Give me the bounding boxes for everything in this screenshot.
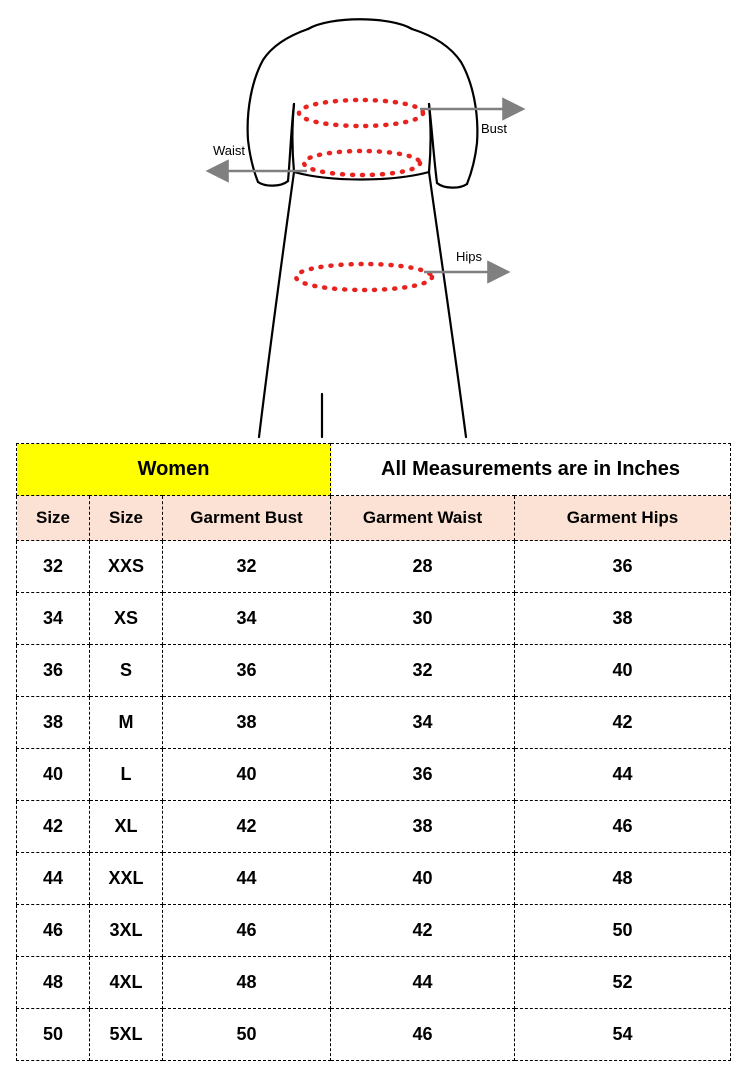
title-women: Women	[17, 444, 331, 496]
table-row	[17, 1009, 731, 1061]
table-row	[17, 801, 731, 853]
cell-size-letter: XXL	[90, 853, 163, 905]
cell-bust: 44	[163, 853, 331, 905]
cell-size-letter: XL	[90, 801, 163, 853]
cell-bust: 40	[163, 749, 331, 801]
header-garment-bust: Garment Bust	[163, 496, 331, 541]
cell-waist: 34	[331, 697, 515, 749]
cell-waist: 38	[331, 801, 515, 853]
table-row	[17, 697, 731, 749]
cell-size-letter: 5XL	[90, 1009, 163, 1061]
cell-bust: 50	[163, 1009, 331, 1061]
size-chart-body	[17, 444, 731, 1061]
table-row	[17, 853, 731, 905]
cell-size-letter: XXS	[90, 541, 163, 593]
cell-size-numeric: 44	[17, 853, 90, 905]
cell-size-letter: 4XL	[90, 957, 163, 1009]
cell-hips: 38	[515, 593, 731, 645]
cell-waist: 32	[331, 645, 515, 697]
table-row	[17, 593, 731, 645]
cell-bust: 36	[163, 645, 331, 697]
waist-measure-ellipse	[304, 151, 420, 175]
cell-size-numeric: 42	[17, 801, 90, 853]
cell-size-numeric: 38	[17, 697, 90, 749]
title-row	[17, 444, 731, 496]
cell-size-letter: XS	[90, 593, 163, 645]
cell-hips: 42	[515, 697, 731, 749]
cell-hips: 48	[515, 853, 731, 905]
cell-size-letter: L	[90, 749, 163, 801]
cell-bust: 42	[163, 801, 331, 853]
cell-bust: 48	[163, 957, 331, 1009]
cell-size-numeric: 46	[17, 905, 90, 957]
cell-waist: 42	[331, 905, 515, 957]
cell-hips: 36	[515, 541, 731, 593]
cell-size-numeric: 36	[17, 645, 90, 697]
cell-hips: 40	[515, 645, 731, 697]
cell-bust: 32	[163, 541, 331, 593]
cell-bust: 38	[163, 697, 331, 749]
size-chart	[16, 443, 730, 1061]
cell-hips: 46	[515, 801, 731, 853]
header-garment-waist: Garment Waist	[331, 496, 515, 541]
cell-waist: 40	[331, 853, 515, 905]
cell-size-numeric: 40	[17, 749, 90, 801]
cell-size-numeric: 34	[17, 593, 90, 645]
waist-label: Waist	[213, 143, 246, 158]
cell-size-letter: M	[90, 697, 163, 749]
bust-measure-ellipse	[299, 100, 423, 126]
header-row	[17, 496, 731, 541]
dress-outline	[248, 19, 478, 437]
table-row	[17, 645, 731, 697]
cell-hips: 52	[515, 957, 731, 1009]
table-row	[17, 541, 731, 593]
dress-measurement-illustration	[0, 0, 746, 440]
cell-size-letter: 3XL	[90, 905, 163, 957]
cell-bust: 34	[163, 593, 331, 645]
cell-waist: 44	[331, 957, 515, 1009]
cell-waist: 28	[331, 541, 515, 593]
cell-size-numeric: 50	[17, 1009, 90, 1061]
hips-label: Hips	[456, 249, 483, 264]
table-row	[17, 749, 731, 801]
table-row	[17, 905, 731, 957]
size-chart-table	[16, 443, 731, 1061]
hips-measure-ellipse	[296, 264, 432, 290]
title-measurements: All Measurements are in Inches	[331, 444, 731, 496]
cell-size-numeric: 48	[17, 957, 90, 1009]
cell-size-letter: S	[90, 645, 163, 697]
cell-waist: 46	[331, 1009, 515, 1061]
header-size-letter: Size	[90, 496, 163, 541]
cell-hips: 50	[515, 905, 731, 957]
cell-hips: 54	[515, 1009, 731, 1061]
header-garment-hips: Garment Hips	[515, 496, 731, 541]
table-row	[17, 957, 731, 1009]
cell-size-numeric: 32	[17, 541, 90, 593]
header-size-numeric: Size	[17, 496, 90, 541]
cell-waist: 30	[331, 593, 515, 645]
cell-hips: 44	[515, 749, 731, 801]
cell-bust: 46	[163, 905, 331, 957]
cell-waist: 36	[331, 749, 515, 801]
bust-label: Bust	[481, 121, 508, 136]
